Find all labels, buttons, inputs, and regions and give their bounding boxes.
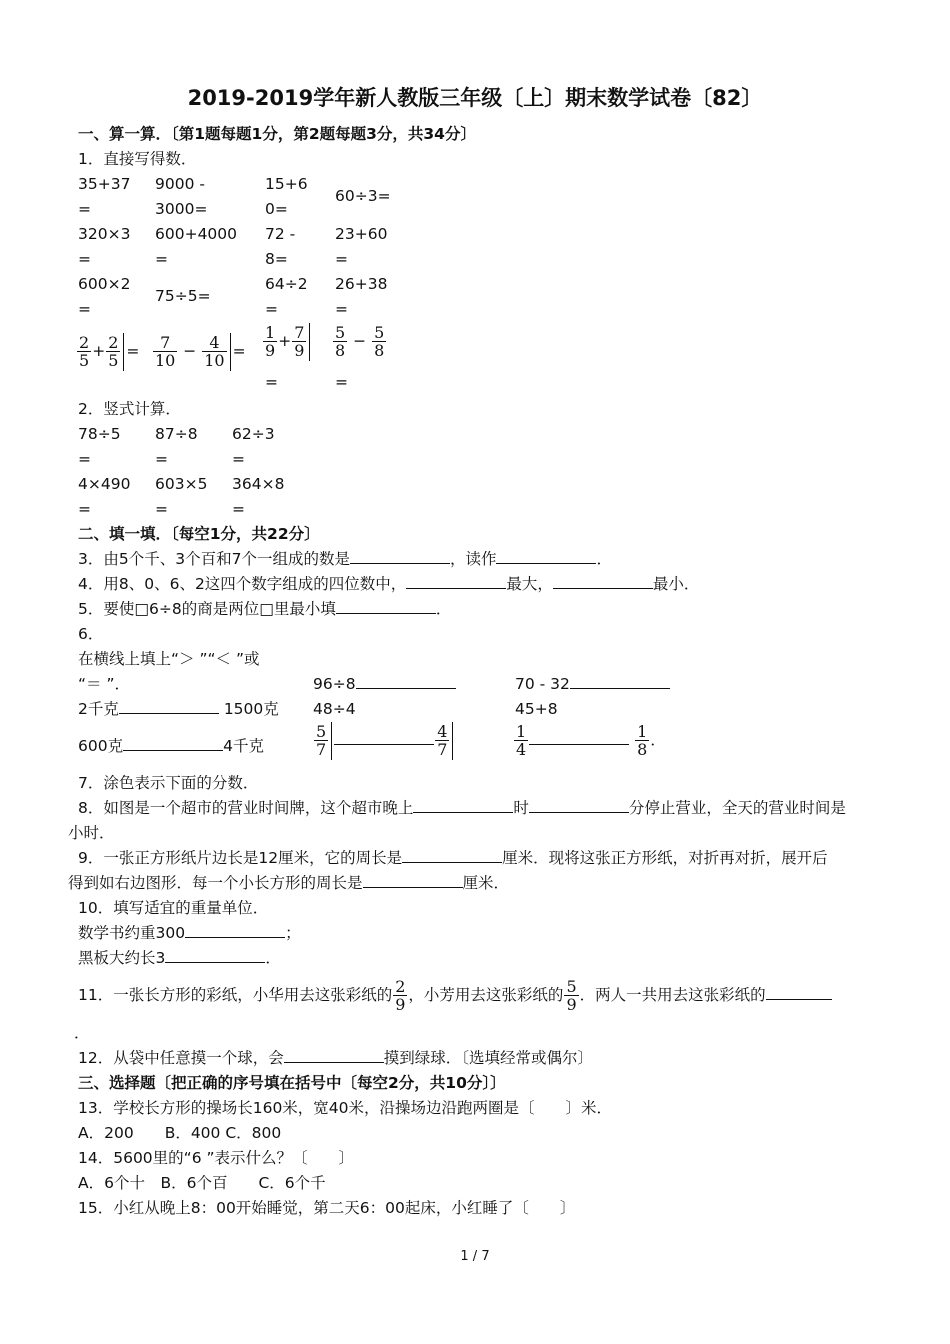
q6-item: 45+8 [515,700,558,718]
fraction: $\frac{2}{5}$ [108,333,119,370]
q5: 5．要使□6÷8的商是两位□里最小填 ． [78,597,451,622]
q10-label: 10．填写适宜的重量单位． [78,899,269,917]
q1-item: = [78,200,91,218]
fraction: $\frac{7}{9}$ [294,323,305,360]
q6-instruction: “＝ ”． [78,675,130,693]
fraction: $\frac{2}{9}$ [395,977,406,1014]
q6-item: 600克 4千克 [78,734,264,759]
q2-item: 62÷3 [232,425,275,443]
q1-item: = [335,250,348,268]
q7: 7．涂色表示下面的分数． [78,774,259,792]
q1-fraction-c: $\frac{1}{9}$ + $\frac{7}{9}$ [262,322,312,361]
q2-item: 87÷8 [155,425,198,443]
answer-blank[interactable] [529,796,629,813]
q1-item: = [265,373,278,391]
q13-options: A．200 B．400 C．800 [78,1124,282,1142]
answer-blank[interactable] [413,796,513,813]
fraction: $\frac{7}{10}$ [155,333,176,370]
q10-b: 黑板大约长3 ． [78,946,281,971]
answer-blank[interactable] [570,672,670,689]
q2-item: = [155,450,168,468]
page-number: 1 / 7 [460,1249,490,1264]
q1-fraction-a: $\frac{2}{5}$ + $\frac{2}{5}$ = [79,333,140,370]
q1-item: 15+6 [265,175,308,193]
answer-blank[interactable] [496,547,596,564]
answer-blank[interactable] [119,697,219,714]
q1-item: 64÷2 [265,275,308,293]
q1-item: 600+4000 [155,225,238,243]
answer-blank[interactable] [363,871,463,888]
fraction: $\frac{1}{9}$ [265,323,276,360]
fraction: $\frac{1}{4}$ [516,722,527,759]
q1-item: = [335,373,348,391]
q1-item: 0= [265,200,288,218]
fraction: $\frac{2}{5}$ [79,333,90,370]
q1-label: 1．直接写得数． [78,150,197,168]
answer-blank[interactable] [766,983,832,1000]
section-1-heading: 一、算一算．〔第1题每题1分，第2题每题3分，共34分〕 [78,125,476,143]
q1-item: 72 - [265,225,296,243]
q6-item: 48÷4 [313,700,356,718]
q11: 11．一张长方形的彩纸，小华用去这张彩纸的 $\frac{2}{9}$ ，小芳用去这张彩纸的 $\frac{5}{9}$ ．两人一共用去这张彩纸的 [78,974,832,1016]
q2-item: 4×490 [78,475,131,493]
q12: 12．从袋中任意摸一个球，会 摸到绿球．〔选填经常或偶尔〕 [78,1046,593,1071]
q1-item: = [78,300,91,318]
fraction: $\frac{5}{9}$ [566,977,577,1014]
fraction: $\frac{1}{8}$ [637,722,648,759]
q6-item: 70 - 32 [515,672,670,697]
q1-item: 60÷3= [335,187,391,205]
q2-item: = [232,450,245,468]
page-title: 2019-2019学年新人教版三年级〔上〕期末数学试卷〔82〕 [187,86,763,110]
q6-fraction-compare [313,720,455,760]
answer-blank[interactable] [165,946,265,963]
q1-item: 23+60 [335,225,388,243]
fraction: $\frac{4}{7}$ [437,722,448,759]
fraction: $\frac{5}{7}$ [316,722,327,759]
q2-item: = [78,450,91,468]
q1-item: 9000 - [155,175,205,193]
q1-item: 3000= [155,200,208,218]
q10-a: 数学书约重300 ； [78,921,301,946]
answer-blank[interactable] [553,572,653,589]
q14-options: A．6个十 B．6个百 C．6个千 [78,1174,326,1192]
q2-item: = [78,500,91,518]
q1-item: 75÷5= [155,287,211,305]
q8-cont: 小时． [68,824,115,842]
fraction: $\frac{4}{10}$ [204,333,225,370]
q9: 9．一张正方形纸片边长是12厘米，它的周长是 厘米．现将这张正方形纸，对折再对折，展开后 [78,846,828,871]
q2-label: 2．竖式计算． [78,400,181,418]
answer-blank[interactable] [402,846,502,863]
q1-fraction-d: $\frac{5}{8}$ − $\frac{5}{8}$ [335,323,385,360]
q3: 3．由5个千、3个百和7个一组成的数是 ，读作 ． [78,547,612,572]
q6-item: 96÷8 [313,672,456,697]
q1-item: 600×2 [78,275,131,293]
q6-label: 6． [78,625,104,643]
answer-blank[interactable] [406,572,506,589]
q8: 8．如图是一个超市的营业时间牌，这个超市晚上 时 分停止营业，全天的营业时间是 [78,796,846,821]
q1-item: = [155,250,168,268]
section-3-heading: 三、选择题〔把正确的序号填在括号中〔每空2分，共10分〕〕 [78,1074,506,1092]
q1-item: = [265,300,278,318]
q6-item: 2千克 1500克 [78,697,279,722]
q14: 14．5600里的“6 ”表示什么？〔 〕 [78,1149,355,1167]
q1-item: = [78,250,91,268]
answer-blank[interactable] [529,728,629,745]
section-2-heading: 二、填一填．〔每空1分，共22分〕 [78,525,320,543]
q11-end: ． [74,1024,90,1042]
q2-item: = [232,500,245,518]
q2-item: 603×5 [155,475,208,493]
q13: 13．学校长方形的操场长160米，宽40米，沿操场边沿跑两圈是〔 〕米． [78,1099,613,1117]
q1-fraction-b: $\frac{7}{10}$ − $\frac{4}{10}$ = [155,333,246,370]
q2-item: 78÷5 [78,425,121,443]
q4: 4．用8、0、6、2这四个数字组成的四位数中， 最大， 最小． [78,572,699,597]
q6-instruction: 在横线上填上“＞ ”“＜ ”或 [78,650,260,668]
q1-item: 8= [265,250,288,268]
q2-item: = [155,500,168,518]
answer-blank[interactable] [356,672,456,689]
answer-blank[interactable] [336,597,436,614]
answer-blank[interactable] [185,921,285,938]
q1-item: 26+38 [335,275,388,293]
answer-blank[interactable] [334,728,434,745]
q1-item: 35+37 [78,175,131,193]
answer-blank[interactable] [284,1046,384,1063]
q2-item: 364×8 [232,475,285,493]
q1-item: 320×3 [78,225,131,243]
q15: 15．小红从晚上8：00开始睡觉，第二天6：00起床，小红睡了〔 〕 [78,1199,576,1217]
q1-item: = [335,300,348,318]
fraction: $\frac{5}{8}$ [374,323,385,360]
answer-blank[interactable] [350,547,450,564]
q9-cont: 得到如右边图形．每一个小长方形的周长是 厘米． [68,871,509,896]
answer-blank[interactable] [123,734,223,751]
q6-fraction-compare: $\frac{1}{4}$ $\frac{1}{8}$ ． [516,722,666,759]
fraction: $\frac{5}{8}$ [335,323,346,360]
